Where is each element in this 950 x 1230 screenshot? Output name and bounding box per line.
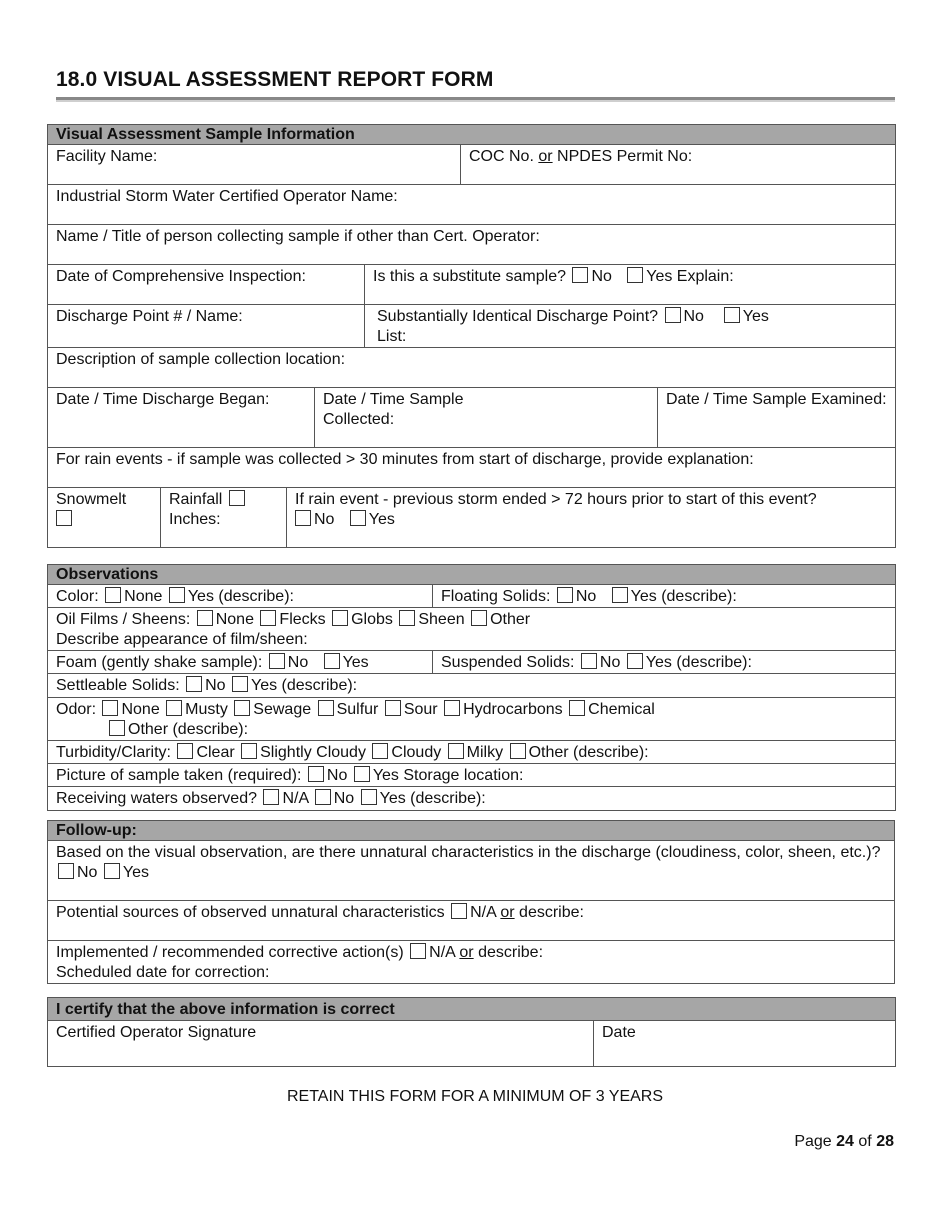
picture-label: Picture of sample taken (required): <box>56 767 302 784</box>
odor-none-checkbox[interactable] <box>102 700 118 716</box>
turbidity-milky-label: Milky <box>466 744 504 761</box>
sample-collected-label: Date / Time Sample Collected: <box>323 391 464 428</box>
odor-none-label: None <box>121 701 160 718</box>
floating-no-checkbox[interactable] <box>557 587 573 603</box>
oil-flecks-checkbox[interactable] <box>260 610 276 626</box>
identical-yes-label: Yes <box>742 308 769 325</box>
color-row <box>48 585 433 608</box>
oil-other-label: Other <box>490 611 531 628</box>
rainfall-label: Rainfall <box>169 491 223 508</box>
facility-name-field[interactable] <box>48 145 461 185</box>
odor-row <box>48 698 896 741</box>
potential-sources-row <box>48 901 895 941</box>
foam-no-label: No <box>287 654 309 671</box>
sources-na-checkbox[interactable] <box>451 903 467 919</box>
oil-films-row <box>48 608 896 651</box>
operator-name-field[interactable] <box>48 185 896 225</box>
facility-name-label: Facility Name: <box>56 148 158 165</box>
previous-storm-field <box>287 488 896 548</box>
picture-yes-checkbox[interactable] <box>354 766 370 782</box>
discharge-point-label: Discharge Point # / Name: <box>56 308 243 325</box>
identical-no-label: No <box>683 308 704 325</box>
foam-row <box>48 651 433 674</box>
odor-hydrocarbons-label: Hydrocarbons <box>463 701 563 718</box>
inspection-date-label: Date of Comprehensive Inspection: <box>56 268 306 285</box>
sample-examined-label: Date / Time Sample Examined: <box>666 391 887 408</box>
odor-label: Odor: <box>56 701 97 718</box>
unnatural-no-label: No <box>77 864 98 881</box>
page-total: 28 <box>876 1133 894 1150</box>
snowmelt-field <box>48 488 161 548</box>
collector-name-field[interactable] <box>48 225 896 265</box>
turbidity-slightly-cloudy-label: Slightly Cloudy <box>260 744 366 761</box>
turbidity-other-checkbox[interactable] <box>510 743 526 759</box>
floating-solids-label: Floating Solids: <box>441 588 551 605</box>
sources-describe-label: describe: <box>519 904 584 921</box>
suspended-yes-label: Yes (describe): <box>645 654 752 671</box>
suspended-no-checkbox[interactable] <box>581 653 597 669</box>
oil-other-checkbox[interactable] <box>471 610 487 626</box>
oil-sheen-label: Sheen <box>418 611 465 628</box>
page-prefix: Page <box>794 1133 832 1150</box>
odor-musty-checkbox[interactable] <box>166 700 182 716</box>
turbidity-other-label: Other (describe): <box>528 744 649 761</box>
settleable-solids-row <box>48 674 896 698</box>
substitute-no-checkbox[interactable] <box>572 267 588 283</box>
corrective-describe-label: describe: <box>478 944 544 961</box>
substitute-sample-field <box>365 265 896 305</box>
rainfall-checkbox[interactable] <box>229 490 245 506</box>
page-number <box>794 1133 894 1151</box>
coc-or: or <box>538 148 553 165</box>
receiving-waters-label: Receiving waters observed? <box>56 790 257 807</box>
observations-header: Observations <box>48 565 896 585</box>
signature-label: Certified Operator Signature <box>56 1024 257 1041</box>
odor-sewage-label: Sewage <box>253 701 312 718</box>
corrective-or: or <box>459 944 474 961</box>
date-label: Date <box>602 1024 636 1041</box>
identical-yes-checkbox[interactable] <box>724 307 740 323</box>
coc-label: COC No. <box>469 148 534 165</box>
receiving-na-checkbox[interactable] <box>263 789 279 805</box>
identical-no-checkbox[interactable] <box>665 307 681 323</box>
odor-sulfur-label: Sulfur <box>336 701 379 718</box>
turbidity-row <box>48 741 896 764</box>
odor-sewage-checkbox[interactable] <box>234 700 250 716</box>
floating-yes-label: Yes (describe): <box>630 588 737 605</box>
settleable-yes-label: Yes (describe): <box>251 677 358 694</box>
settleable-yes-checkbox[interactable] <box>232 676 248 692</box>
turbidity-cloudy-label: Cloudy <box>391 744 442 761</box>
floating-yes-checkbox[interactable] <box>612 587 628 603</box>
coc-permit-field[interactable] <box>461 145 896 185</box>
odor-sour-label: Sour <box>403 701 438 718</box>
turbidity-label: Turbidity/Clarity: <box>56 744 171 761</box>
turbidity-cloudy-checkbox[interactable] <box>372 743 388 759</box>
sources-na-label: N/A <box>470 904 496 921</box>
foam-yes-checkbox[interactable] <box>324 653 340 669</box>
unnatural-characteristics-row <box>48 841 895 901</box>
oil-sheen-checkbox[interactable] <box>399 610 415 626</box>
certification-section <box>47 997 895 1067</box>
turbidity-slightly-cloudy-checkbox[interactable] <box>241 743 257 759</box>
identical-list-label: List: <box>377 328 407 345</box>
receiving-waters-row <box>48 787 896 811</box>
discharge-began-label: Date / Time Discharge Began: <box>56 391 270 408</box>
picture-yes-label: Yes Storage location: <box>372 767 524 784</box>
snowmelt-checkbox[interactable] <box>56 510 72 526</box>
odor-other-checkbox[interactable] <box>109 720 125 736</box>
storm-no-checkbox[interactable] <box>295 510 311 526</box>
color-label: Color: <box>56 588 99 605</box>
odor-musty-label: Musty <box>185 701 228 718</box>
odor-hydrocarbons-checkbox[interactable] <box>444 700 460 716</box>
sample-information-section <box>47 124 895 548</box>
color-none-checkbox[interactable] <box>105 587 121 603</box>
inches-label: Inches: <box>169 511 221 528</box>
page-of: of <box>858 1133 872 1150</box>
identical-question: Substantially Identical Discharge Point? <box>377 308 659 325</box>
settleable-no-label: No <box>205 677 226 694</box>
oil-films-label: Oil Films / Sheens: <box>56 611 191 628</box>
page-title: 18.0 VISUAL ASSESSMENT REPORT FORM <box>56 68 494 91</box>
turbidity-clear-checkbox[interactable] <box>177 743 193 759</box>
receiving-yes-checkbox[interactable] <box>361 789 377 805</box>
suspended-solids-label: Suspended Solids: <box>441 654 575 671</box>
color-yes-checkbox[interactable] <box>169 587 185 603</box>
signature-field[interactable] <box>48 1021 594 1067</box>
odor-chemical-label: Chemical <box>588 701 655 718</box>
color-yes-label: Yes (describe): <box>187 588 294 605</box>
settleable-solids-label: Settleable Solids: <box>56 677 180 694</box>
foam-yes-label: Yes <box>342 654 369 671</box>
odor-other-label: Other (describe): <box>128 721 249 738</box>
turbidity-clear-label: Clear <box>196 744 235 761</box>
sources-or: or <box>500 904 515 921</box>
page-current: 24 <box>836 1133 854 1150</box>
oil-none-label: None <box>215 611 254 628</box>
suspended-no-label: No <box>599 654 621 671</box>
location-description-label: Description of sample collection location: <box>56 351 346 368</box>
sample-examined-field[interactable] <box>658 388 896 448</box>
corrective-action-row <box>48 941 895 984</box>
substitute-question: Is this a substitute sample? <box>373 268 566 285</box>
odor-sulfur-checkbox[interactable] <box>318 700 334 716</box>
rainfall-field <box>161 488 287 548</box>
substitute-no-label: No <box>591 268 612 285</box>
turbidity-milky-checkbox[interactable] <box>448 743 464 759</box>
discharge-point-field[interactable] <box>48 305 365 348</box>
rain-explanation-field[interactable] <box>48 448 896 488</box>
unnatural-no-checkbox[interactable] <box>58 863 74 879</box>
picture-no-checkbox[interactable] <box>308 766 324 782</box>
storm-yes-checkbox[interactable] <box>350 510 366 526</box>
receiving-yes-label: Yes (describe): <box>379 790 486 807</box>
followup-header: Follow-up: <box>48 821 895 841</box>
substitute-yes-checkbox[interactable] <box>627 267 643 283</box>
discharge-began-field[interactable] <box>48 388 315 448</box>
color-none-label: None <box>124 588 163 605</box>
receiving-no-label: No <box>333 790 355 807</box>
rain-explanation-label: For rain events - if sample was collected > 30 minutes from start of discharge, provide explanation: <box>56 451 754 468</box>
oil-none-checkbox[interactable] <box>197 610 213 626</box>
receiving-no-checkbox[interactable] <box>315 789 331 805</box>
oil-describe-label: Describe appearance of film/sheen: <box>56 631 308 648</box>
collector-name-label: Name / Title of person collecting sample if other than Cert. Operator: <box>56 228 540 245</box>
retain-notice: RETAIN THIS FORM FOR A MINIMUM OF 3 YEARS <box>286 1088 664 1105</box>
storm-no-label: No <box>314 511 335 528</box>
picture-row <box>48 764 896 787</box>
odor-chemical-checkbox[interactable] <box>569 700 585 716</box>
unnatural-yes-checkbox[interactable] <box>104 863 120 879</box>
foam-no-checkbox[interactable] <box>269 653 285 669</box>
potential-sources-label: Potential sources of observed unnatural characteristics <box>56 904 445 921</box>
unnatural-yes-label: Yes <box>122 864 150 881</box>
location-description-field[interactable] <box>48 348 896 388</box>
suspended-solids-row <box>433 651 896 674</box>
scheduled-date-label: Scheduled date for correction: <box>56 964 270 981</box>
sample-info-header: Visual Assessment Sample Information <box>48 125 896 145</box>
receiving-na-label: N/A <box>282 790 309 807</box>
corrective-na-label: N/A <box>429 944 455 961</box>
floating-solids-row <box>433 585 896 608</box>
followup-section <box>47 820 895 984</box>
previous-storm-question: If rain event - previous storm ended > 72 hours prior to start of this event? <box>295 491 817 508</box>
oil-flecks-label: Flecks <box>279 611 326 628</box>
odor-sour-checkbox[interactable] <box>385 700 401 716</box>
operator-name-label: Industrial Storm Water Certified Operator Name: <box>56 188 398 205</box>
title-divider <box>56 97 895 102</box>
substitute-yes-label: Yes Explain: <box>646 268 734 285</box>
snowmelt-label: Snowmelt <box>56 491 127 508</box>
observations-section <box>47 564 895 811</box>
certify-header: I certify that the above information is correct <box>48 998 896 1021</box>
storm-yes-label: Yes <box>368 511 395 528</box>
oil-globs-label: Globs <box>351 611 393 628</box>
settleable-no-checkbox[interactable] <box>186 676 202 692</box>
suspended-yes-checkbox[interactable] <box>627 653 643 669</box>
sample-collected-field[interactable] <box>315 388 658 448</box>
floating-no-label: No <box>575 588 597 605</box>
picture-no-label: No <box>326 767 348 784</box>
foam-label: Foam (gently shake sample): <box>56 654 263 671</box>
date-field[interactable] <box>594 1021 896 1067</box>
inspection-date-field[interactable] <box>48 265 365 305</box>
npdes-label: NPDES Permit No: <box>557 148 693 165</box>
oil-globs-checkbox[interactable] <box>332 610 348 626</box>
unnatural-question: Based on the visual observation, are there unnatural characteristics in the discharge (cloudiness, color, sheen, etc.)? <box>56 844 881 861</box>
corrective-action-label: Implemented / recommended corrective action(s) <box>56 944 404 961</box>
corrective-na-checkbox[interactable] <box>410 943 426 959</box>
identical-discharge-field <box>365 305 896 348</box>
